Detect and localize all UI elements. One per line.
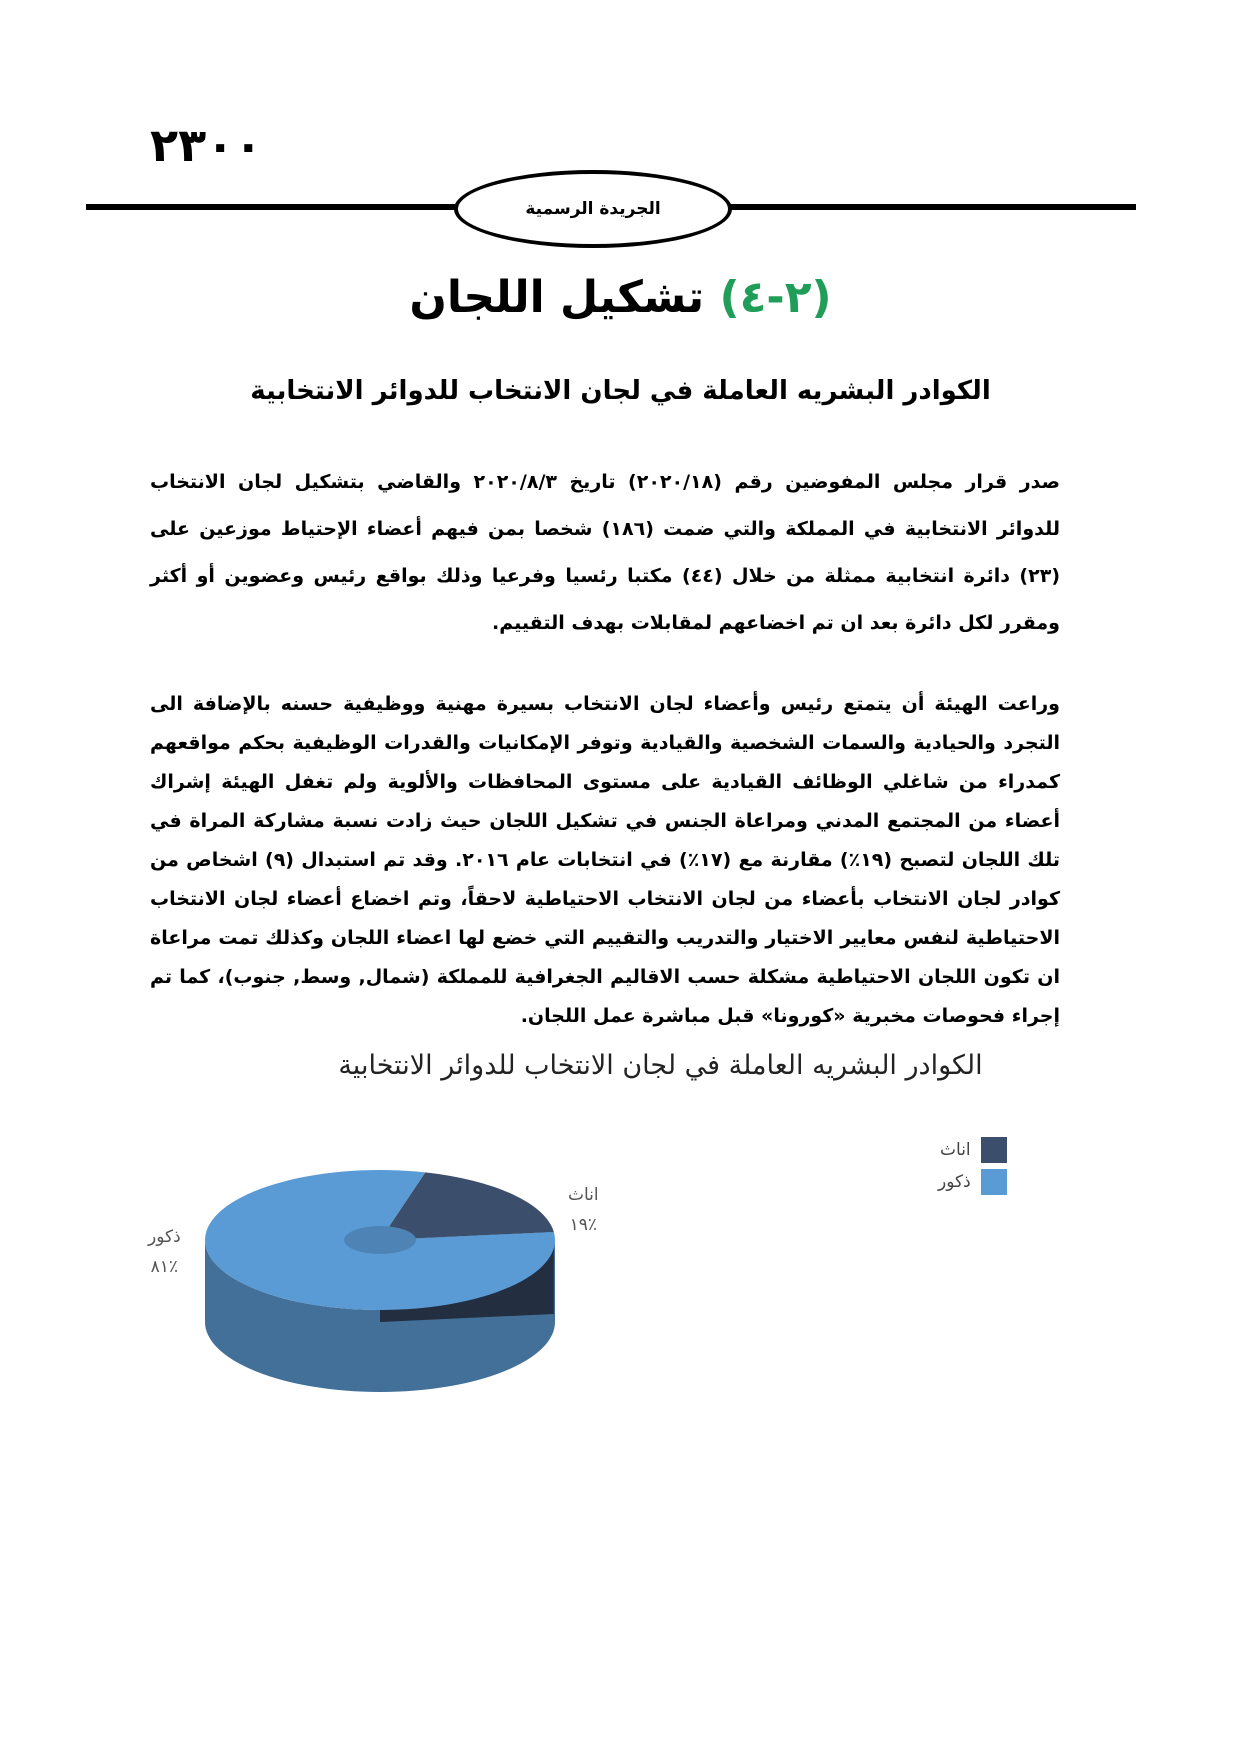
legend-swatch-female bbox=[981, 1137, 1007, 1163]
section-title-text: تشكيل اللجان bbox=[409, 272, 705, 323]
section-title bbox=[0, 272, 1241, 323]
gazette-name-oval bbox=[454, 170, 732, 248]
data-label-female-value: ٪١٩ bbox=[569, 1215, 598, 1235]
chart-title: الكوادر البشريه العاملة في لجان الانتخاب للدوائر الانتخابية bbox=[338, 1050, 983, 1081]
legend-item-male bbox=[938, 1166, 1007, 1198]
pie-chart bbox=[190, 1165, 570, 1395]
legend-label-female: اناث bbox=[940, 1140, 971, 1160]
data-label-female-name: اناث bbox=[568, 1185, 599, 1205]
page-number: ٢٣٠٠ bbox=[150, 118, 263, 172]
section-number: (٢-٤) bbox=[719, 272, 832, 323]
legend-swatch-male bbox=[981, 1169, 1007, 1195]
gazette-name: الجريدة الرسمية bbox=[525, 199, 661, 219]
paragraph-committee-decision: صدر قرار مجلس المفوضين رقم (٢٠٢٠/١٨) تاريخ ٢٠٢٠/٨/٣ والقاضي بتشكيل لجان الانتخاب للدوائر الانتخابية في المملكة والتي ضمت (١٨٦) شخصا بمن فيهم أعضاء الإحتياط موزعين على (٢٣) دائرة انتخابية ممثلة من خلال (٤٤) مكتبا رئسيا وفرعيا وذلك بواقع رئيس وعضوين أو أكثر ومقرر لكل دائرة بعد ان تم اخضاعهم لمقابلات بهدف التقييم. bbox=[150, 471, 1061, 634]
pie-center-hole bbox=[344, 1226, 416, 1254]
chart-legend bbox=[938, 1134, 1007, 1198]
legend-item-female bbox=[938, 1134, 1007, 1166]
section-subtitle: الكوادر البشريه العاملة في لجان الانتخاب للدوائر الانتخابية bbox=[250, 376, 991, 406]
paragraph-selection-criteria: وراعت الهيئة أن يتمتع رئيس وأعضاء لجان الانتخاب بسيرة مهنية ووظيفية حسنه بالإضافة الى التجرد والحيادية والسمات الشخصية والقيادية وتوفر الإمكانيات والقدرات الوظيفية بحكم مواقعهم كمدراء من شاغلي الوظائف القيادية على مستوى المحافظات والألوية ولم تغفل الهيئة إشراك أعضاء من المجتمع المدني ومراعاة الجنس في تشكيل اللجان حيث زادت نسبة مشاركة المراة في تلك اللجان لتصبح (١٩٪) مقارنة مع (١٧٪) في انتخابات عام ٢٠١٦. وقد تم استبدال (٩) اشخاص من كوادر لجان الانتخاب بأعضاء من لجان الانتخاب الاحتياطية لاحقاً، وتم اخضاع أعضاء لجان الانتخاب الاحتياطية لنفس معايير الاختيار والتدريب والتقييم التي خضع لها اعضاء اللجان وكذلك تمت مراعاة ان تكون اللجان الاحتياطية مشكلة حسب الاقاليم الجغرافية للمملكة (شمال, وسط, جنوب)، كما تم إجراء فحوصات مخبرية «كورونا» قبل مباشرة عمل اللجان. bbox=[150, 693, 1060, 1027]
data-label-male bbox=[148, 1222, 181, 1282]
data-label-female bbox=[568, 1180, 599, 1240]
data-label-male-name: ذكور bbox=[148, 1227, 181, 1247]
legend-label-male: ذكور bbox=[938, 1172, 971, 1192]
data-label-male-value: ٪٨١ bbox=[150, 1257, 179, 1277]
